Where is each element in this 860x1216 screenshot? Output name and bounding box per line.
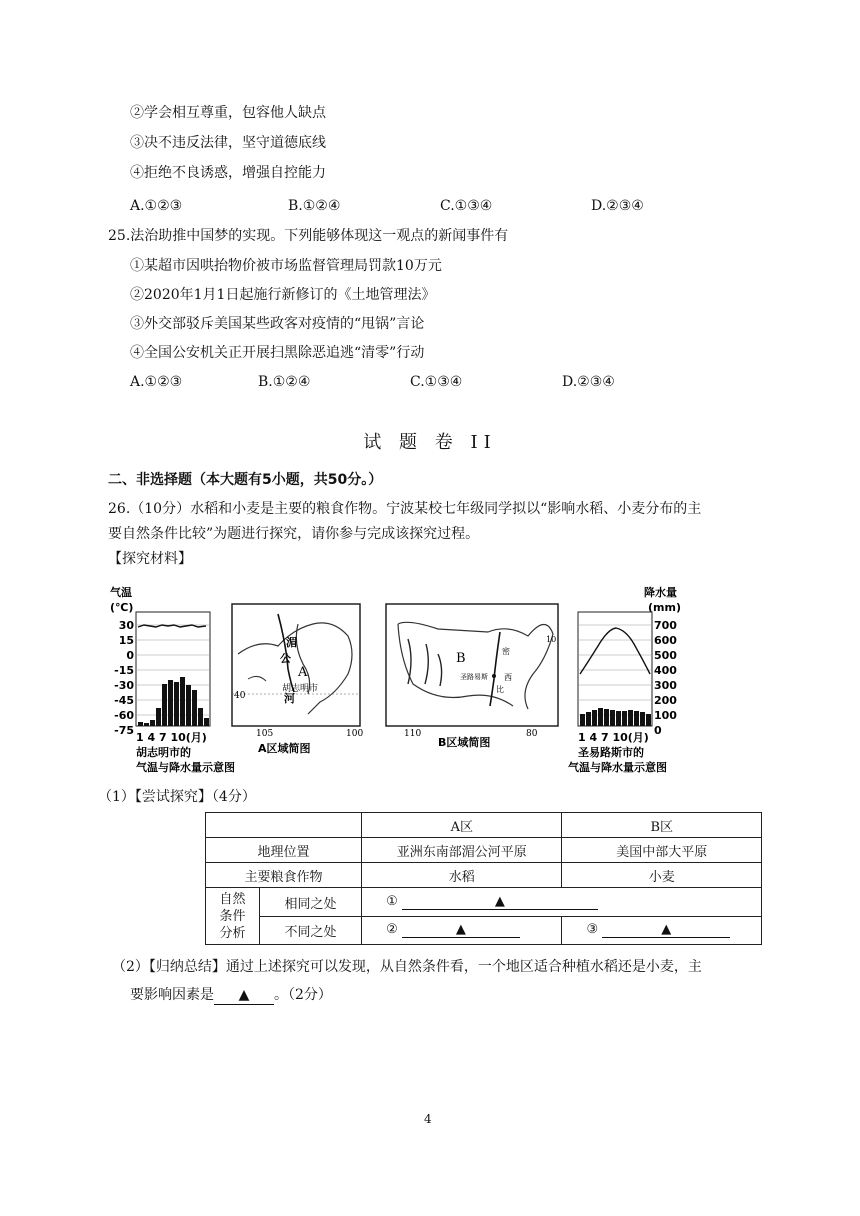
table-header-empty [206, 813, 362, 838]
map-a-region-label: A [298, 665, 308, 680]
q25-item-3: ③外交部驳斥美国某些政客对疫情的“甩锅”言论 [130, 316, 425, 332]
left-axis-title: 气温 [110, 586, 132, 599]
map-b-river [490, 632, 500, 706]
left-axis-unit: (℃) [110, 601, 134, 614]
q24-option-c[interactable]: C.①③④ [440, 198, 493, 214]
part2-suffix: 。（2分） [274, 987, 332, 1003]
left-temp-ticks [114, 619, 134, 737]
group-label: 自然条件分析 [206, 888, 260, 944]
right-temp-line [580, 628, 650, 674]
svg-text:0: 0 [654, 724, 662, 737]
part2-line2 [130, 986, 332, 1005]
table-header-row [206, 813, 762, 838]
svg-text:200: 200 [654, 694, 677, 707]
part2-prefix: 要影响因素是 [130, 987, 214, 1003]
part2-line1: （2）【归纳总结】通过上述探究可以发现，从自然条件看，一个地区适合种植水稻还是小麦，主 [112, 959, 702, 975]
q24-item-4: ④拒绝不良诱惑，增强自控能力 [130, 165, 326, 181]
map-a-river-label-3: 河 [284, 692, 295, 705]
q26-stem-line2: 要自然条件比较”为题进行探究，请你参与完成该探究过程。 [108, 526, 480, 542]
right-month-ticks: 1 4 7 10(月) [578, 731, 649, 744]
map-b-city-dot [492, 674, 496, 678]
q25-option-d[interactable]: D.②③④ [562, 374, 615, 390]
part1-label: （1）【尝试探究】（4分） [98, 789, 256, 805]
svg-text:0: 0 [126, 649, 134, 662]
right-chart-frame [578, 612, 652, 726]
q25-option-b[interactable]: B.①②④ [258, 374, 311, 390]
q25-option-a[interactable]: A.①②③ [130, 374, 183, 390]
mark-1: ① [386, 893, 398, 909]
q25-item-4: ④全国公安机关正开展扫黑除恶追逃“清零”行动 [130, 345, 425, 361]
svg-text:-45: -45 [114, 694, 134, 707]
q25-item-1: ①某超市因哄抬物价被市场监督管理局罚款10万元 [130, 258, 442, 274]
mark-2: ② [386, 922, 398, 938]
table-header-b: B区 [562, 813, 762, 838]
map-b-lat-label: 10 [546, 635, 557, 644]
svg-text:-75: -75 [114, 724, 134, 737]
map-a-lon2-label: 100 [346, 729, 364, 739]
same-answer-cell [362, 888, 762, 917]
table-header-a: A区 [362, 813, 562, 838]
map-a-caption: A区域简图 [258, 742, 311, 755]
crop-label: 主要粮食作物 [206, 863, 362, 888]
table-row-same [206, 888, 762, 917]
map-b-river-label-2: 西 [504, 673, 512, 682]
left-month-ticks: 1 4 7 10(月) [136, 731, 207, 744]
right-axis-unit: (mm) [648, 601, 681, 614]
map-a-river-label-1: 湄 [286, 636, 297, 649]
map-b-river-label-3: 比 [496, 685, 504, 694]
q24-option-d[interactable]: D.②③④ [591, 198, 644, 214]
svg-text:-60: -60 [114, 709, 134, 722]
svg-text:500: 500 [654, 649, 677, 662]
svg-text:15: 15 [118, 634, 134, 647]
table-row-crop [206, 863, 762, 888]
map-b-river-label-1: 密 [502, 647, 510, 656]
section-title: 试 题 卷 II [363, 432, 497, 453]
map-b-mountains [408, 639, 442, 686]
crop-b: 小麦 [562, 863, 762, 888]
svg-text:400: 400 [654, 664, 677, 677]
left-caption-1: 胡志明市的 [136, 746, 191, 759]
q24-option-b[interactable]: B.①②④ [288, 198, 341, 214]
map-b-caption: B区域简图 [438, 736, 491, 749]
part2-heading: 二、非选择题（本大题有5小题，共50分。） [108, 472, 383, 488]
map-b-lon2-label: 80 [526, 729, 538, 739]
right-precip-bars [580, 708, 651, 726]
right-caption-2: 气温与降水量示意图 [568, 761, 667, 774]
map-a-mountain [248, 676, 266, 681]
map-b-lon1-label: 110 [404, 729, 422, 739]
map-b-coast [398, 622, 553, 709]
svg-text:700: 700 [654, 619, 677, 632]
q26-stem-line1: 26.（10分）水稻和小麦是主要的粮食作物。宁波某校七年级同学拟以“影响水稻、小麦分布的主 [108, 501, 702, 517]
answer-blank-2[interactable]: ▲ [402, 922, 520, 938]
page-number: 4 [424, 1112, 432, 1126]
diff-label: 不同之处 [284, 925, 337, 940]
table-row-location [206, 838, 762, 863]
answer-blank-3[interactable]: ▲ [602, 922, 730, 938]
q25-stem: 25.法治助推中国梦的实现。下列能够体现这一观点的新闻事件有 [108, 228, 509, 244]
diff-answer-a [362, 916, 562, 945]
right-axis-title: 降水量 [644, 586, 677, 599]
crop-a: 水稻 [362, 863, 562, 888]
svg-text:300: 300 [654, 679, 677, 692]
diff-answer-b [562, 916, 762, 945]
svg-text:-15: -15 [114, 664, 134, 677]
natural-conditions-cell [206, 888, 362, 945]
same-label: 相同之处 [260, 888, 361, 917]
svg-text:600: 600 [654, 634, 677, 647]
q25-option-c[interactable]: C.①③④ [410, 374, 463, 390]
q25-item-2: ②2020年1月1日起施行新修订的《土地管理法》 [130, 287, 436, 303]
map-a-river-label-2: 公 [280, 652, 291, 665]
map-a-frame [232, 604, 360, 726]
q24-item-2: ②学会相互尊重，包容他人缺点 [130, 105, 326, 121]
svg-text:100: 100 [654, 709, 677, 722]
map-a-lon1-label: 105 [256, 729, 274, 739]
location-b: 美国中部大平原 [562, 838, 762, 863]
mark-3: ③ [586, 922, 599, 938]
right-caption-1: 圣易路斯市的 [578, 746, 644, 759]
right-precip-ticks [654, 619, 677, 737]
q24-option-a[interactable]: A.①②③ [130, 198, 183, 214]
map-b-city-label: 圣路易斯 [460, 673, 488, 681]
answer-blank-4[interactable]: ▲ [214, 986, 274, 1005]
svg-text:30: 30 [118, 619, 134, 632]
map-a-lat-label: 40 [234, 691, 246, 701]
location-a: 亚洲东南部湄公河平原 [362, 838, 562, 863]
material-label: 【探究材料】 [108, 551, 192, 567]
left-caption-2: 气温与降水量示意图 [136, 761, 235, 774]
right-chart-grid [578, 625, 652, 715]
left-precip-bars [138, 677, 209, 726]
location-label: 地理位置 [206, 838, 362, 863]
climate-maps-figure [108, 584, 708, 780]
map-a-city-label: 胡志明市 [282, 684, 319, 694]
analysis-table [205, 812, 762, 945]
answer-blank-1[interactable]: ▲ [402, 894, 598, 910]
map-b-region-label: B [456, 651, 466, 666]
svg-text:-30: -30 [114, 679, 134, 692]
q24-item-3: ③决不违反法律，坚守道德底线 [130, 135, 326, 151]
